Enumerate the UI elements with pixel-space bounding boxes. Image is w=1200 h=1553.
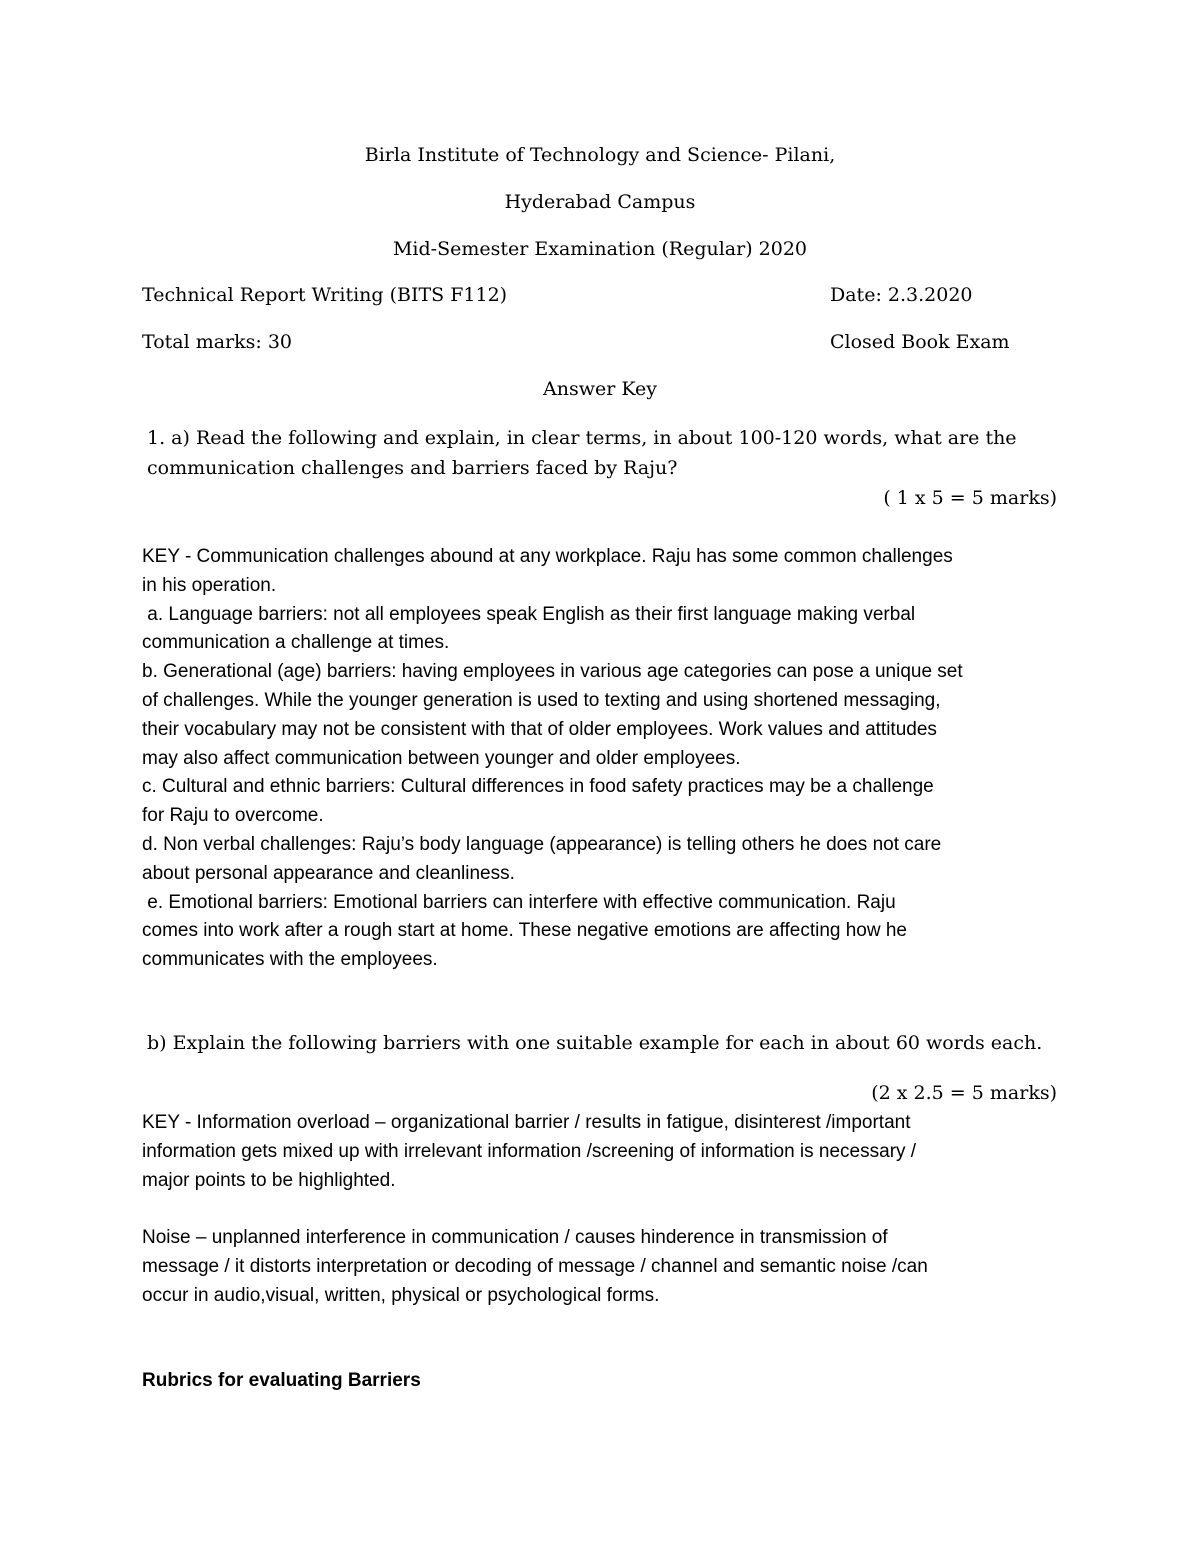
exam-date: Date: 2.3.2020 <box>830 284 973 306</box>
key-line: comes into work after a rough start at home. These negative emotions are affecting how he <box>142 920 908 942</box>
answer-key-1b-overload <box>142 1109 1062 1195</box>
total-marks: Total marks: 30 <box>142 331 293 353</box>
institute-name: Birla Institute of Technology and Science- Pilani, <box>364 144 836 166</box>
question-1a: 1. a) Read the following and explain, in clear terms, in about 100-120 words, what are the communication challenges and barriers faced by Raju? <box>147 427 1017 479</box>
question-1b-marks: (2 x 2.5 = 5 marks) <box>871 1082 1057 1104</box>
key-line: communicates with the employees. <box>142 949 438 971</box>
key-line: may also affect communication between younger and older employees. <box>142 747 741 769</box>
key-line: about personal appearance and cleanliness. <box>142 862 515 884</box>
key-line: KEY - Information overload – organizational barrier / results in fatigue, disinterest /important <box>142 1112 911 1133</box>
rubrics-heading: Rubrics for evaluating Barriers <box>142 1370 421 1391</box>
campus-name: Hyderabad Campus <box>504 191 696 213</box>
key-line: in his operation. <box>142 574 277 596</box>
key-line: b. Generational (age) barriers: having employees in various age categories can pose a unique set <box>142 661 963 683</box>
key-line: major points to be highlighted. <box>142 1169 396 1191</box>
key-line: c. Cultural and ethnic barriers: Cultural differences in food safety practices may be a challenge <box>142 776 934 798</box>
key-line: their vocabulary may not be consistent with that of older employees. Work values and attitudes <box>142 718 937 740</box>
key-line: communication a challenge at times. <box>142 632 450 654</box>
doc-title: Answer Key <box>543 378 657 400</box>
key-line: e. Emotional barriers: Emotional barriers can interfere with effective communication. Raju <box>142 891 896 913</box>
key-line: KEY - Communication challenges abound at any workplace. Raju has some common challenges <box>142 546 953 567</box>
key-line: of challenges. While the younger generation is used to texting and using shortened messaging, <box>142 689 941 711</box>
key-line: occur in audio,visual, written, physical or psychological forms. <box>142 1284 660 1306</box>
question-1a-marks: ( 1 x 5 = 5 marks) <box>883 487 1057 509</box>
key-line: information gets mixed up with irrelevant information /screening of information is necessary / <box>142 1140 917 1162</box>
key-line: message / it distorts interpretation or decoding of message / channel and semantic noise /can <box>142 1255 928 1277</box>
course-name: Technical Report Writing (BITS F112) <box>142 284 508 306</box>
exam-type: Closed Book Exam <box>830 331 1010 353</box>
answer-key-1b-noise <box>142 1224 1062 1310</box>
key-line: Noise – unplanned interference in communication / causes hinderence in transmission of <box>142 1227 888 1248</box>
key-line: for Raju to overcome. <box>142 805 324 827</box>
key-line: d. Non verbal challenges: Raju’s body language (appearance) is telling others he does not care <box>142 833 942 855</box>
answer-key-1a <box>142 543 1062 975</box>
key-line: a. Language barriers: not all employees speak English as their first language making verbal <box>142 603 916 625</box>
exam-title: Mid-Semester Examination (Regular) 2020 <box>392 238 808 260</box>
question-1b: b) Explain the following barriers with one suitable example for each in about 60 words each. <box>147 1032 1043 1054</box>
